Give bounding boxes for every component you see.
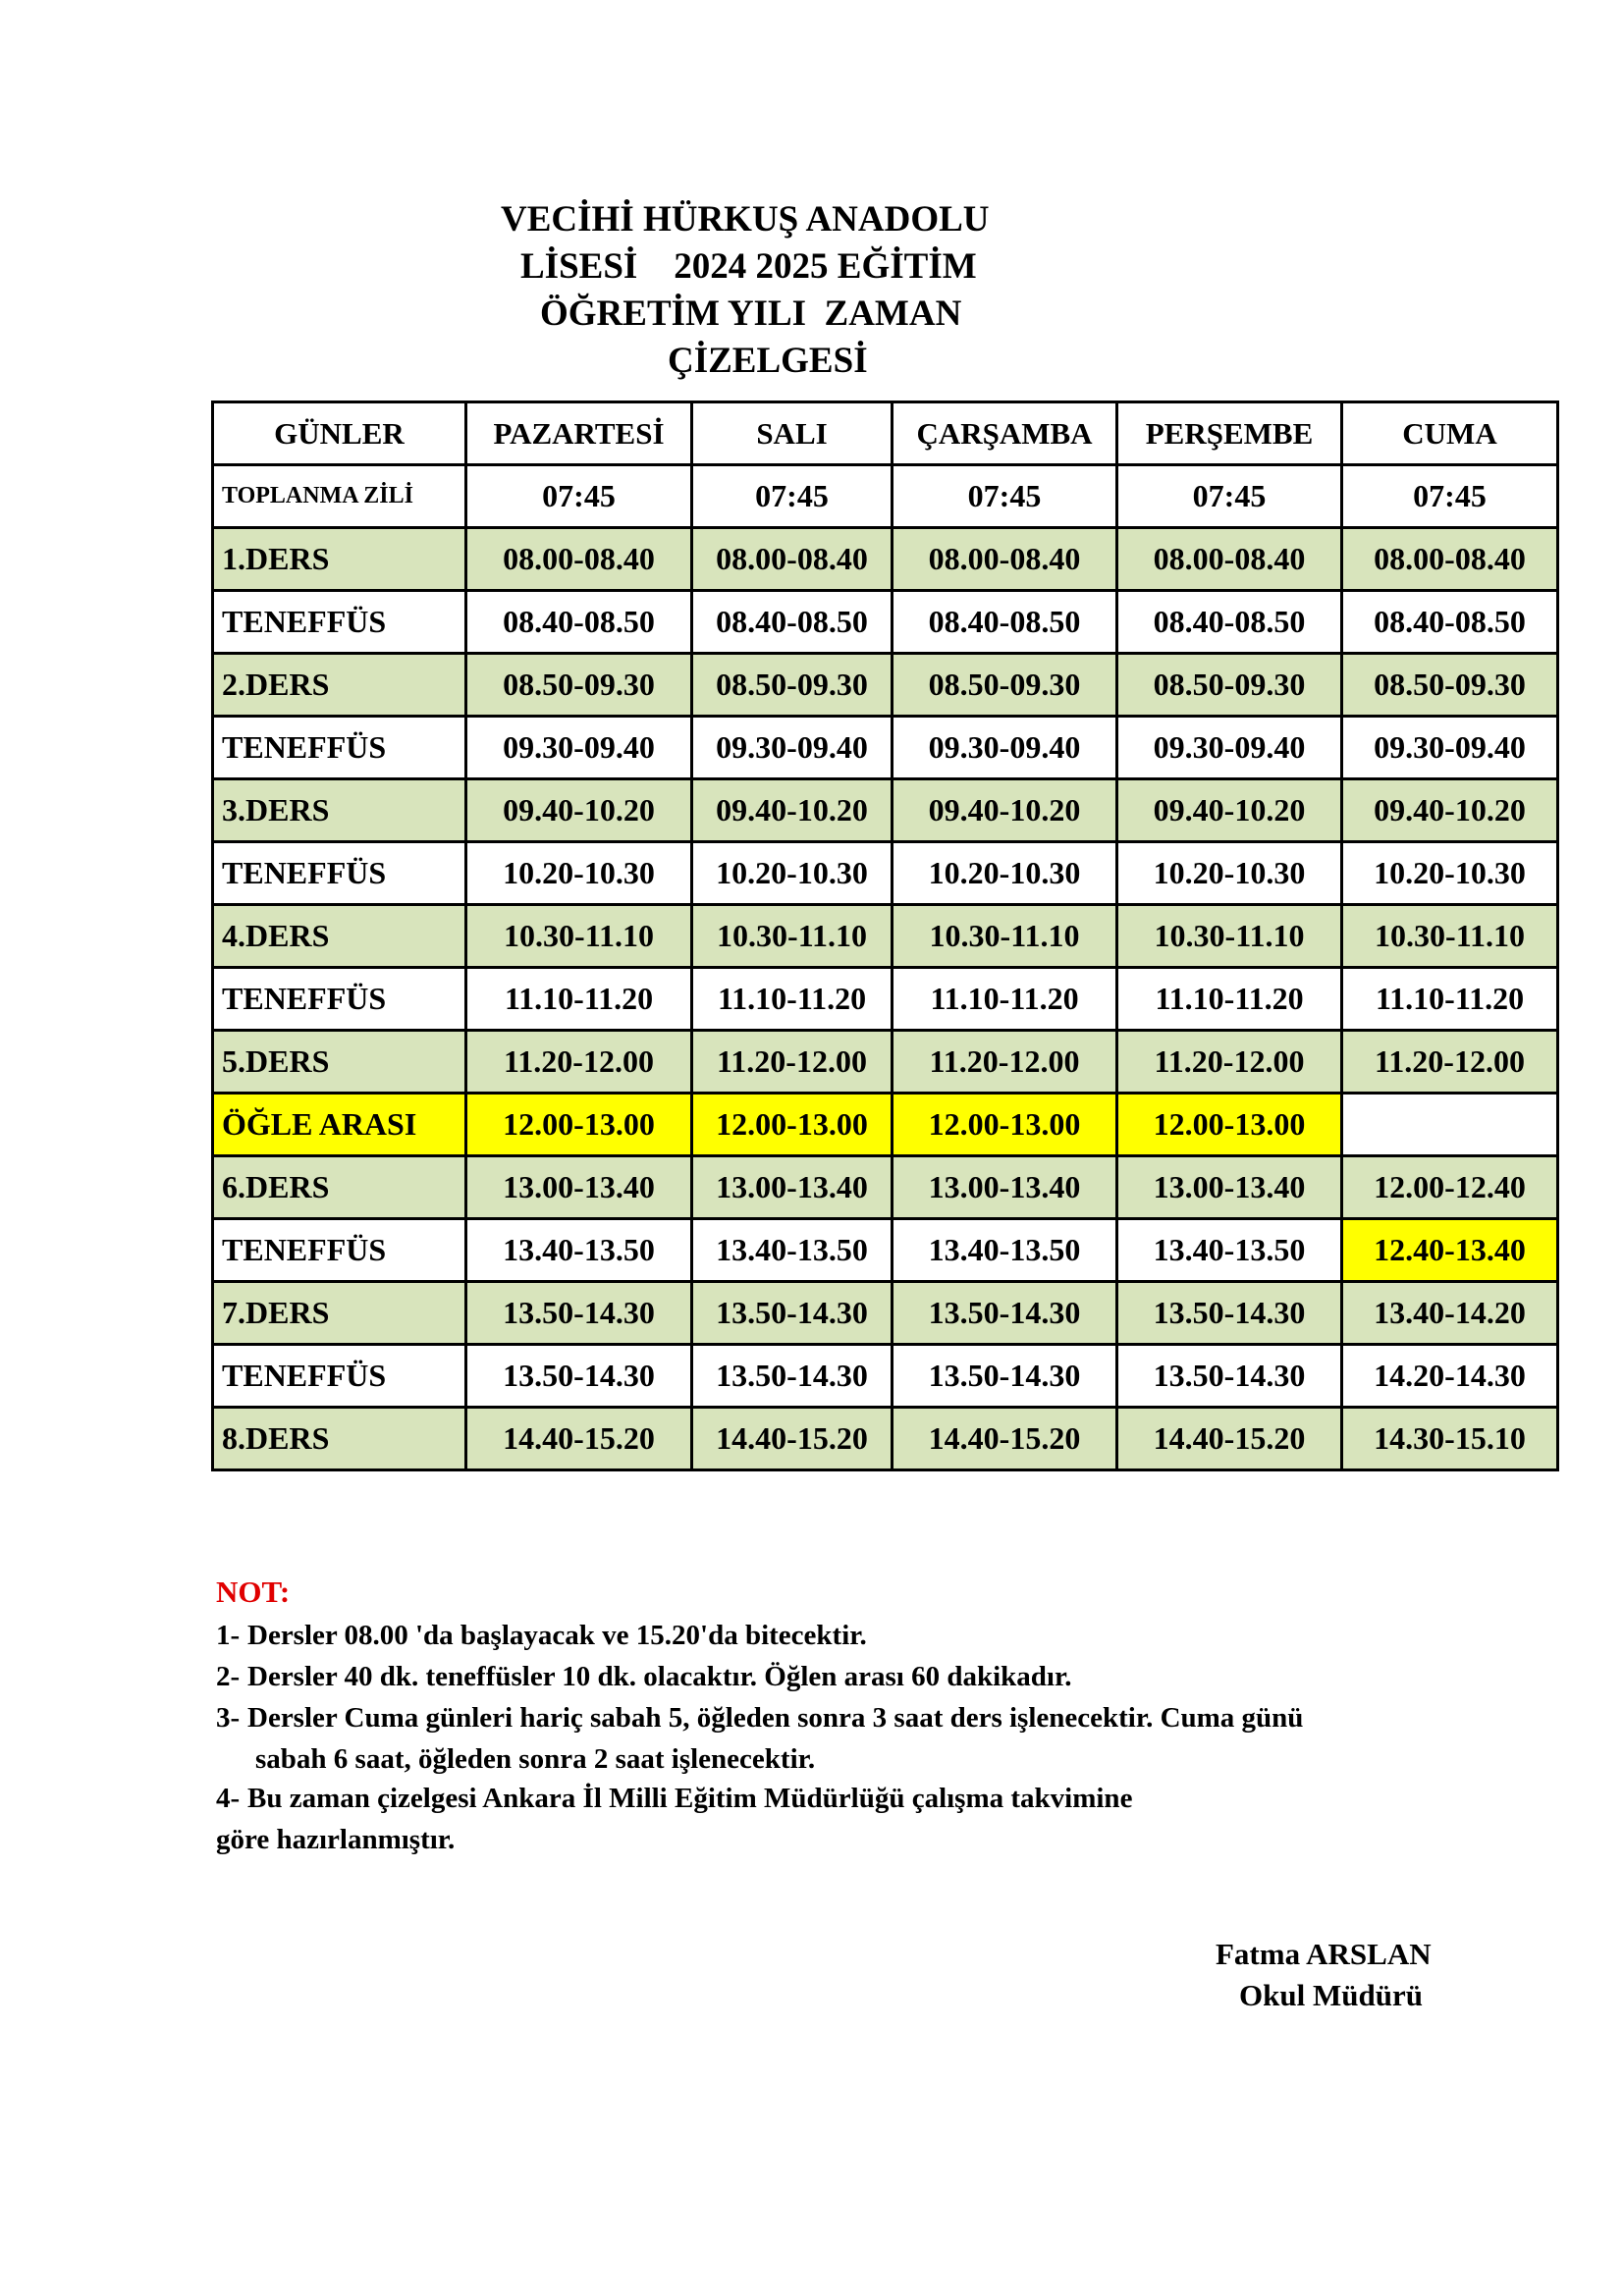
row-label: 8.DERS — [213, 1408, 466, 1470]
time-cell: 10.30-11.10 — [1342, 905, 1558, 968]
time-cell: 13.00-13.40 — [466, 1156, 692, 1219]
column-header-day: SALI — [692, 402, 893, 465]
time-cell: 08.50-09.30 — [893, 654, 1117, 717]
time-cell: 10.20-10.30 — [466, 842, 692, 905]
time-cell: 14.40-15.20 — [1117, 1408, 1342, 1470]
time-cell: 08.40-08.50 — [466, 591, 692, 654]
table-row — [213, 1282, 1558, 1345]
note-number: 1- — [216, 1620, 241, 1651]
time-cell: 08.40-08.50 — [893, 591, 1117, 654]
table-row — [213, 842, 1558, 905]
note-text: Bu zaman çizelgesi Ankara İl Milli Eğitim Müdürlüğü çalışma takvimine — [247, 1783, 1133, 1814]
time-cell: 13.00-13.40 — [893, 1156, 1117, 1219]
time-cell — [1342, 1094, 1558, 1156]
time-cell: 08.40-08.50 — [1117, 591, 1342, 654]
time-cell: 13.50-14.30 — [692, 1345, 893, 1408]
row-label: TENEFFÜS — [213, 717, 466, 779]
note-number: 4- — [216, 1783, 241, 1814]
time-cell: 13.40-13.50 — [692, 1219, 893, 1282]
time-cell: 09.30-09.40 — [692, 717, 893, 779]
time-cell: 11.10-11.20 — [466, 968, 692, 1031]
table-row — [213, 528, 1558, 591]
note-item-4 — [216, 1779, 1512, 1859]
time-cell: 11.10-11.20 — [692, 968, 893, 1031]
table-row — [213, 1031, 1558, 1094]
column-header-day: PAZARTESİ — [466, 402, 692, 465]
note-text: Dersler 40 dk. teneffüsler 10 dk. olacaktır. Öğlen arası 60 dakikadır. — [247, 1661, 1072, 1692]
time-cell: 08.50-09.30 — [1117, 654, 1342, 717]
time-cell: 10.20-10.30 — [893, 842, 1117, 905]
row-label: 5.DERS — [213, 1031, 466, 1094]
time-cell: 10.20-10.30 — [692, 842, 893, 905]
time-cell: 14.40-15.20 — [466, 1408, 692, 1470]
time-cell: 12.00-12.40 — [1342, 1156, 1558, 1219]
time-cell: 09.30-09.40 — [1117, 717, 1342, 779]
row-label: 7.DERS — [213, 1282, 466, 1345]
time-cell: 08.40-08.50 — [1342, 591, 1558, 654]
row-label: 2.DERS — [213, 654, 466, 717]
time-cell: 13.00-13.40 — [1117, 1156, 1342, 1219]
column-header-day: PERŞEMBE — [1117, 402, 1342, 465]
time-cell: 13.40-13.50 — [466, 1219, 692, 1282]
time-cell: 13.40-13.50 — [1117, 1219, 1342, 1282]
time-cell: 13.50-14.30 — [466, 1345, 692, 1408]
notes-section — [216, 1573, 1512, 1859]
title-line-3: ÖĞRETİM YILI ZAMAN — [540, 294, 962, 334]
time-cell: 14.30-15.10 — [1342, 1408, 1558, 1470]
time-cell: 12.00-13.00 — [466, 1094, 692, 1156]
table-row — [213, 1156, 1558, 1219]
table-row — [213, 1345, 1558, 1408]
row-label: TENEFFÜS — [213, 591, 466, 654]
time-cell: 11.20-12.00 — [1342, 1031, 1558, 1094]
row-label: TOPLANMA ZİLİ — [213, 465, 466, 528]
table-row — [213, 654, 1558, 717]
time-cell: 13.00-13.40 — [692, 1156, 893, 1219]
time-cell: 09.40-10.20 — [1342, 779, 1558, 842]
time-cell: 07:45 — [893, 465, 1117, 528]
time-cell: 10.20-10.30 — [1117, 842, 1342, 905]
time-cell: 10.30-11.10 — [466, 905, 692, 968]
time-cell: 08.50-09.30 — [692, 654, 893, 717]
title-line-1: VECİHİ HÜRKUŞ ANADOLU — [501, 199, 990, 240]
row-label: TENEFFÜS — [213, 842, 466, 905]
time-cell: 08.50-09.30 — [466, 654, 692, 717]
document-title — [461, 196, 1070, 385]
note-text-continued: sabah 6 saat, öğleden sonra 2 saat işlenecektir. — [255, 1743, 816, 1775]
table-row — [213, 779, 1558, 842]
title-line-2: LİSESİ 2024 2025 EĞİTİM — [520, 246, 977, 287]
row-label: 1.DERS — [213, 528, 466, 591]
time-cell: 09.40-10.20 — [1117, 779, 1342, 842]
title-line-4: ÇİZELGESİ — [668, 341, 868, 381]
signatory-role: Okul Müdürü — [1239, 1978, 1423, 2012]
time-cell: 09.30-09.40 — [1342, 717, 1558, 779]
time-cell: 14.40-15.20 — [893, 1408, 1117, 1470]
time-cell: 11.10-11.20 — [1117, 968, 1342, 1031]
note-text: Dersler 08.00 'da başlayacak ve 15.20'da bitecektir. — [247, 1620, 867, 1651]
time-cell: 09.40-10.20 — [893, 779, 1117, 842]
column-header-day: ÇARŞAMBA — [893, 402, 1117, 465]
row-label: 6.DERS — [213, 1156, 466, 1219]
table-row — [213, 1094, 1558, 1156]
schedule-table — [211, 400, 1559, 1471]
time-cell: 08.00-08.40 — [1117, 528, 1342, 591]
time-cell: 09.40-10.20 — [692, 779, 893, 842]
row-label: TENEFFÜS — [213, 968, 466, 1031]
time-cell: 12.00-13.00 — [893, 1094, 1117, 1156]
time-cell: 07:45 — [1342, 465, 1558, 528]
time-cell: 10.30-11.10 — [692, 905, 893, 968]
table-row — [213, 1408, 1558, 1470]
note-item-1 — [216, 1616, 1512, 1655]
row-label: 3.DERS — [213, 779, 466, 842]
row-label: ÖĞLE ARASI — [213, 1094, 466, 1156]
time-cell: 11.20-12.00 — [1117, 1031, 1342, 1094]
table-header-row — [213, 402, 1558, 465]
column-header-day: CUMA — [1342, 402, 1558, 465]
time-cell: 08.00-08.40 — [466, 528, 692, 591]
signatory-name: Fatma ARSLAN — [1216, 1937, 1432, 1971]
table-row — [213, 1219, 1558, 1282]
table-row — [213, 591, 1558, 654]
table-row — [213, 465, 1558, 528]
time-cell: 13.50-14.30 — [466, 1282, 692, 1345]
time-cell: 11.20-12.00 — [466, 1031, 692, 1094]
time-cell: 10.20-10.30 — [1342, 842, 1558, 905]
time-cell: 13.50-14.30 — [893, 1345, 1117, 1408]
note-number: 3- — [216, 1702, 241, 1734]
time-cell: 13.50-14.30 — [893, 1282, 1117, 1345]
time-cell: 07:45 — [466, 465, 692, 528]
time-cell: 13.40-13.50 — [893, 1219, 1117, 1282]
time-cell: 12.40-13.40 — [1342, 1219, 1558, 1282]
column-header-days: GÜNLER — [213, 402, 466, 465]
note-number: 2- — [216, 1661, 241, 1692]
row-label: TENEFFÜS — [213, 1219, 466, 1282]
table-row — [213, 905, 1558, 968]
time-cell: 09.30-09.40 — [466, 717, 692, 779]
table-row — [213, 717, 1558, 779]
time-cell: 10.30-11.10 — [1117, 905, 1342, 968]
row-label: TENEFFÜS — [213, 1345, 466, 1408]
time-cell: 13.40-14.20 — [1342, 1282, 1558, 1345]
time-cell: 12.00-13.00 — [692, 1094, 893, 1156]
time-cell: 13.50-14.30 — [1117, 1282, 1342, 1345]
time-cell: 11.10-11.20 — [893, 968, 1117, 1031]
time-cell: 10.30-11.10 — [893, 905, 1117, 968]
time-cell: 12.00-13.00 — [1117, 1094, 1342, 1156]
time-cell: 11.10-11.20 — [1342, 968, 1558, 1031]
time-cell: 11.20-12.00 — [692, 1031, 893, 1094]
note-text-continued: göre hazırlanmıştır. — [216, 1824, 456, 1855]
time-cell: 09.40-10.20 — [466, 779, 692, 842]
time-cell: 13.50-14.30 — [692, 1282, 893, 1345]
time-cell: 08.00-08.40 — [893, 528, 1117, 591]
time-cell: 08.50-09.30 — [1342, 654, 1558, 717]
notes-title: NOT: — [216, 1575, 291, 1609]
time-cell: 08.00-08.40 — [692, 528, 893, 591]
time-cell: 07:45 — [1117, 465, 1342, 528]
time-cell: 13.50-14.30 — [1117, 1345, 1342, 1408]
time-cell: 08.40-08.50 — [692, 591, 893, 654]
time-cell: 14.20-14.30 — [1342, 1345, 1558, 1408]
time-cell: 09.30-09.40 — [893, 717, 1117, 779]
row-label: 4.DERS — [213, 905, 466, 968]
time-cell: 08.00-08.40 — [1342, 528, 1558, 591]
note-item-2 — [216, 1657, 1512, 1696]
time-cell: 11.20-12.00 — [893, 1031, 1117, 1094]
note-item-3 — [216, 1698, 1512, 1779]
time-cell: 14.40-15.20 — [692, 1408, 893, 1470]
table-row — [213, 968, 1558, 1031]
note-text: Dersler Cuma günleri hariç sabah 5, öğleden sonra 3 saat ders işlenecektir. Cuma günü — [247, 1702, 1304, 1734]
time-cell: 07:45 — [692, 465, 893, 528]
signature-block — [1216, 1934, 1432, 2016]
